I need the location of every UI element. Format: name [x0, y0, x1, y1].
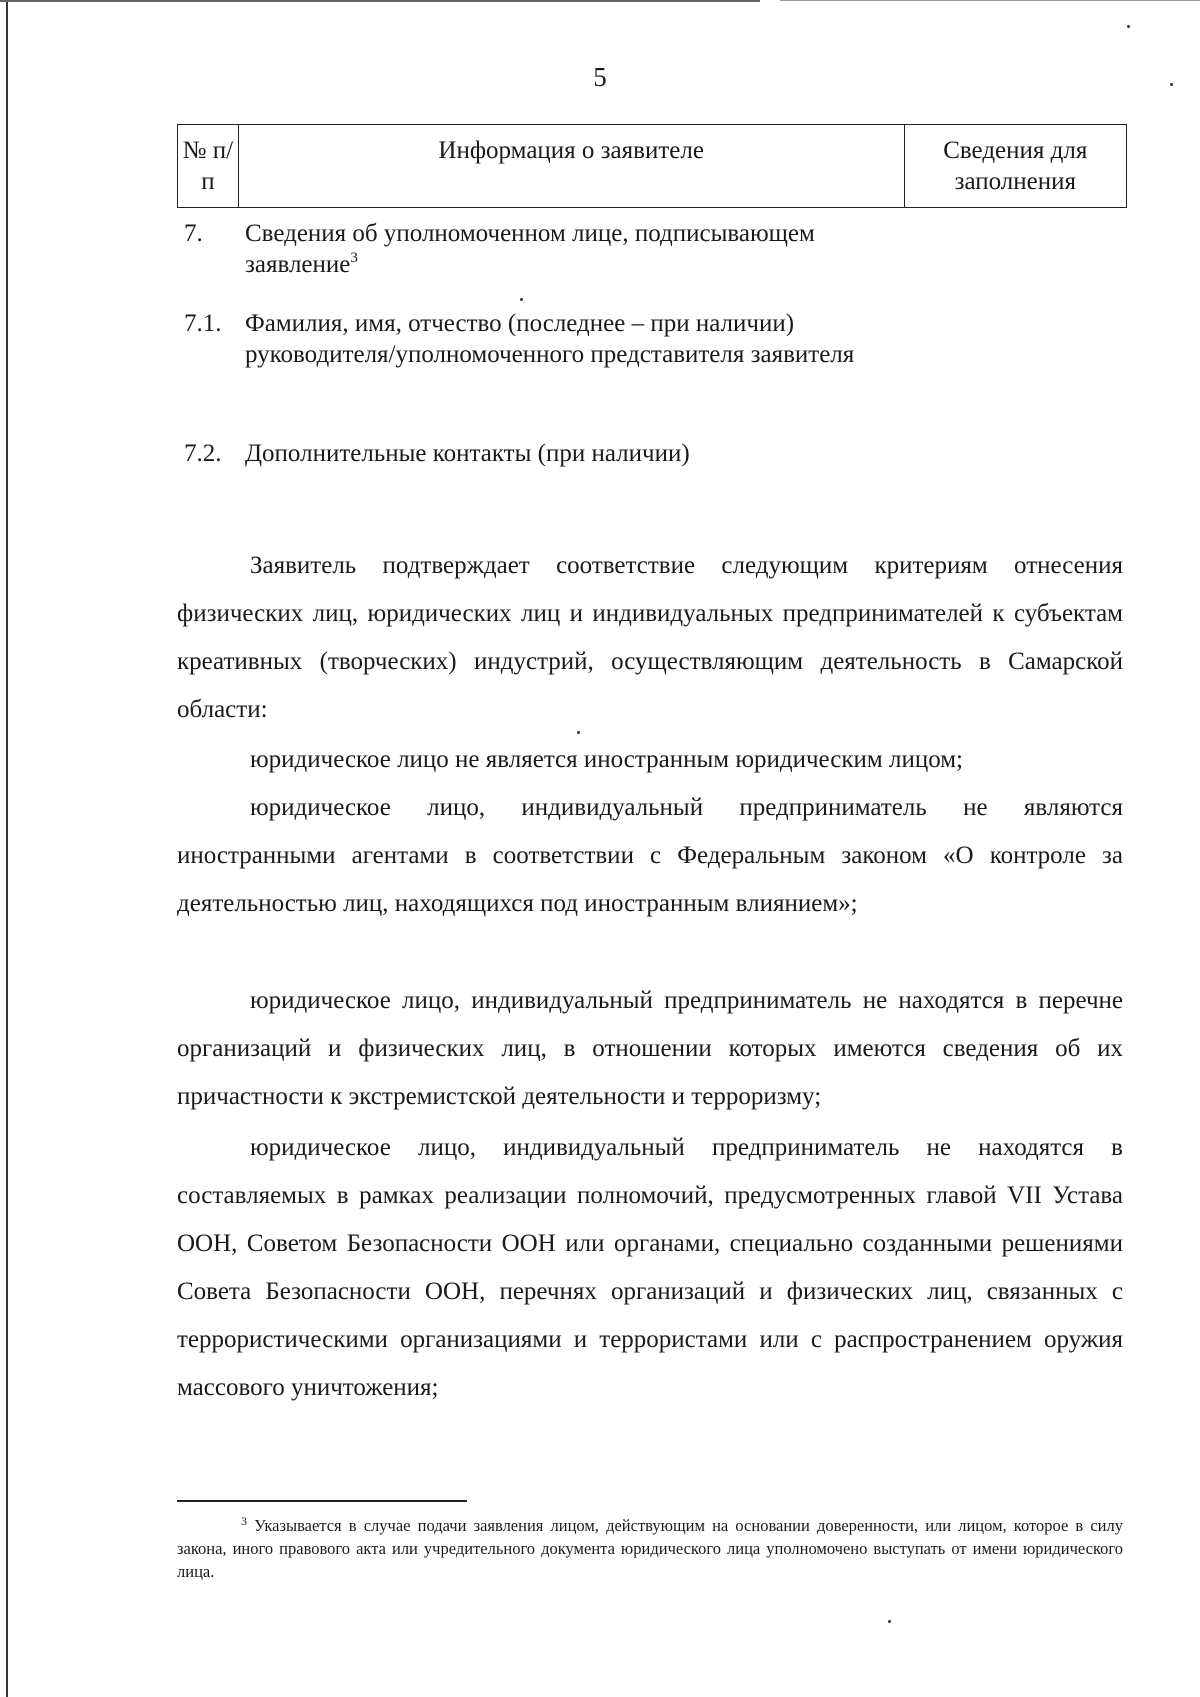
- scan-speck: [1127, 25, 1130, 28]
- footnote: [177, 1510, 1123, 1583]
- page-number: 5: [593, 62, 607, 92]
- table-row: [177, 438, 897, 469]
- scan-edge-top-right: [780, 0, 1200, 1]
- scan-speck: [520, 298, 523, 301]
- row-text: Фамилия, имя, отчество (последнее – при наличии) руководителя/уполномоченного представителя заявителя: [245, 310, 855, 368]
- row-text: Дополнительные контакты (при наличии): [245, 440, 690, 467]
- paragraph-criterion-2: юридическое лицо, индивидуальный предприниматель не являются иностранными агентами в соответствии с Федеральным законом «О контроле за деятельностью лиц, находящихся под иностранным влиянием»;: [177, 794, 1123, 917]
- header-cell-fill: Сведения для заполнения: [904, 125, 1126, 208]
- scan-edge-left: [6, 0, 8, 1697]
- footnote-text: Указывается в случае подачи заявления лицом, действующим на основании доверенности, или лицом, которое в силу закона, иного правового акта или учредительного документа юридического лица уполномочено выступать от имени юридического лица.: [177, 1516, 1123, 1581]
- table-row: [177, 218, 897, 280]
- footnote-ref: 3: [350, 250, 358, 266]
- scan-edge-top: [0, 0, 760, 2]
- paragraph-criteria-intro: Заявитель подтверждает соответствие следующим критериям отнесения физических лиц, юридических лиц и индивидуальных предпринимателей к субъектам креативных (творческих) индустрий, осуществляющим деятельность в Самарской области:: [177, 552, 1123, 723]
- table-row: [177, 308, 897, 370]
- paragraph-criterion-3: юридическое лицо, индивидуальный предприниматель не находятся в перечне организаций и физических лиц, в отношении которых имеются сведения об их причастности к экстремистской деятельности и терроризму;: [177, 987, 1123, 1110]
- row-number: 7.1.: [184, 310, 222, 337]
- header-cell-number: № п/п: [178, 125, 239, 208]
- footnote-separator: [177, 1500, 467, 1502]
- row-number: 7.: [184, 220, 203, 247]
- paragraph-criterion-4: юридическое лицо, индивидуальный предприниматель не находятся в составляемых в рамках реализации полномочий, предусмотренных главой VII Устава ООН, Советом Безопасности ООН или органами, специально созданными решениями Совета Безопасности ООН, перечнях организаций и физических лиц, связанных с террористическими организациями и террористами или с распространением оружия массового уничтожения;: [177, 1134, 1123, 1401]
- header-cell-info: Информация о заявителе: [238, 125, 904, 208]
- row-text: [245, 218, 897, 280]
- footnote-mark: 3: [241, 1514, 247, 1528]
- row-text-content: Сведения об уполномоченном лице, подписывающем заявление: [245, 220, 815, 278]
- paragraph-criterion-1: юридическое лицо не является иностранным юридическим лицом;: [250, 746, 963, 773]
- scan-speck: [888, 1620, 891, 1623]
- applicant-info-table-header: [177, 124, 1127, 208]
- row-number: 7.2.: [184, 440, 222, 467]
